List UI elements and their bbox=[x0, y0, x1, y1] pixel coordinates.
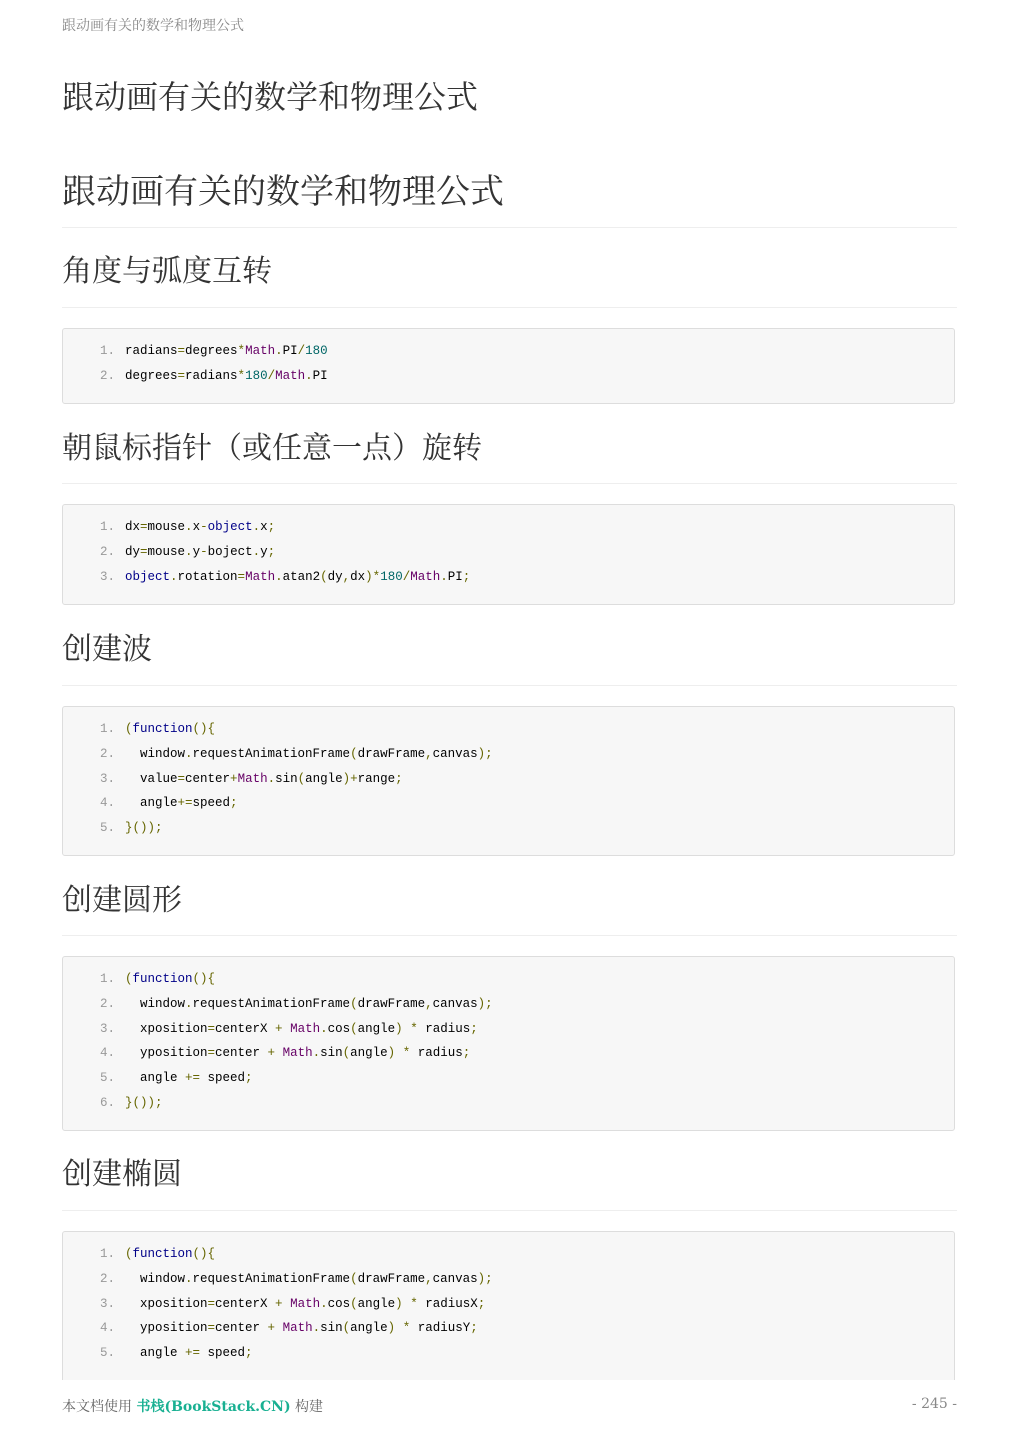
code-token: ; bbox=[477, 1296, 486, 1311]
code-token: angle bbox=[305, 771, 343, 786]
code-token bbox=[395, 1321, 403, 1335]
heading-divider bbox=[62, 483, 957, 484]
code-token: . bbox=[305, 368, 313, 383]
code-token: , bbox=[425, 1271, 433, 1286]
code-line bbox=[63, 969, 954, 994]
footer-suffix: 构建 bbox=[290, 1399, 324, 1415]
line-number: 6. bbox=[99, 1095, 115, 1110]
code-token: , bbox=[425, 996, 433, 1011]
code-token: )* bbox=[365, 569, 381, 584]
code-token bbox=[283, 1022, 291, 1036]
code-token: ( bbox=[125, 1247, 133, 1261]
code-token: . bbox=[185, 520, 193, 534]
code-token: speed bbox=[200, 1071, 246, 1086]
code-token bbox=[283, 1297, 291, 1311]
section-heading-ellipse: 创建椭圆 bbox=[62, 1157, 182, 1192]
code-token: ; bbox=[230, 796, 238, 811]
code-line bbox=[63, 1068, 954, 1093]
code-token: / bbox=[297, 344, 306, 358]
code-token: . bbox=[252, 544, 261, 559]
code-token: = bbox=[207, 1046, 216, 1061]
code-token: requestAnimationFrame bbox=[192, 746, 351, 761]
code-block-ellipse bbox=[62, 1231, 955, 1380]
code-token: = bbox=[207, 1021, 216, 1036]
code-line bbox=[63, 793, 954, 818]
code-token: PI bbox=[282, 344, 298, 358]
section-heading-circle: 创建圆形 bbox=[62, 883, 182, 918]
code-token: + bbox=[267, 1046, 276, 1061]
code-token: . bbox=[275, 344, 283, 358]
code-token: requestAnimationFrame bbox=[192, 1271, 351, 1286]
code-token: * bbox=[237, 344, 246, 358]
code-token: . bbox=[252, 520, 261, 534]
code-token: 180 bbox=[380, 569, 403, 584]
line-number: 1. bbox=[99, 1247, 115, 1261]
code-token: Math bbox=[245, 344, 276, 358]
code-token: angle bbox=[357, 1296, 396, 1311]
code-token: . bbox=[440, 569, 448, 584]
code-token: ); bbox=[477, 1271, 493, 1286]
code-token: += bbox=[177, 796, 193, 811]
heading-divider bbox=[62, 1210, 957, 1211]
code-token: y bbox=[260, 544, 268, 559]
code-token: dy bbox=[125, 544, 141, 559]
code-token: - bbox=[200, 520, 208, 534]
section-heading-wave: 创建波 bbox=[62, 632, 152, 667]
code-token: object bbox=[207, 520, 253, 534]
code-token: radius bbox=[417, 1021, 471, 1036]
code-token: += bbox=[185, 1071, 201, 1086]
code-token: / bbox=[267, 368, 276, 383]
code-line bbox=[63, 719, 954, 744]
heading-divider bbox=[62, 685, 957, 686]
code-line bbox=[63, 1244, 954, 1269]
code-token: sin bbox=[320, 1046, 343, 1061]
code-token: mouse bbox=[147, 520, 186, 534]
code-line bbox=[63, 366, 954, 391]
code-token: drawFrame bbox=[357, 746, 426, 761]
code-token: yposition bbox=[125, 1046, 208, 1061]
code-token: angle bbox=[125, 1071, 186, 1086]
code-token: mouse bbox=[147, 544, 186, 559]
line-number: 4. bbox=[99, 1046, 115, 1061]
code-token: window bbox=[125, 746, 186, 761]
code-token: (){ bbox=[192, 972, 216, 986]
code-token: + bbox=[230, 771, 238, 786]
code-token: dx bbox=[125, 520, 141, 534]
code-token: Math bbox=[282, 1321, 313, 1336]
code-token: ( bbox=[350, 996, 358, 1011]
code-token: ); bbox=[477, 746, 493, 761]
code-token: Math bbox=[237, 771, 268, 786]
code-token: center bbox=[215, 1046, 268, 1061]
line-number: 3. bbox=[99, 771, 115, 786]
heading-divider bbox=[62, 935, 957, 936]
code-token: . bbox=[185, 544, 193, 559]
footer-brand-link[interactable]: 书栈(BookStack.CN) bbox=[136, 1399, 291, 1415]
code-line bbox=[63, 1019, 954, 1044]
code-token: drawFrame bbox=[357, 996, 426, 1011]
code-token: * bbox=[402, 1321, 411, 1336]
code-token: = bbox=[207, 1296, 216, 1311]
code-token: angle bbox=[357, 1021, 396, 1036]
code-token: requestAnimationFrame bbox=[192, 996, 351, 1011]
section-heading-rotate-to-pointer: 朝鼠标指针（或任意一点）旋转 bbox=[62, 431, 482, 466]
code-token: function bbox=[132, 1247, 193, 1261]
code-line bbox=[63, 1343, 954, 1368]
code-token: ) bbox=[387, 1046, 396, 1061]
section-heading-angle-radian: 角度与弧度互转 bbox=[62, 254, 272, 289]
line-number: 2. bbox=[99, 368, 115, 383]
code-token: ); bbox=[477, 996, 493, 1011]
code-block-circle bbox=[62, 956, 955, 1131]
code-token: ; bbox=[462, 1046, 471, 1061]
code-token: )+ bbox=[342, 771, 358, 786]
code-line bbox=[63, 517, 954, 542]
main-heading: 跟动画有关的数学和物理公式 bbox=[62, 172, 504, 212]
code-token: speed bbox=[192, 796, 231, 811]
code-token: . bbox=[320, 1021, 328, 1036]
code-token: radiusY bbox=[410, 1321, 471, 1336]
code-line bbox=[63, 1093, 954, 1118]
code-token: * bbox=[402, 1046, 411, 1061]
code-token: Math bbox=[282, 1046, 313, 1061]
code-token: ; bbox=[245, 1071, 253, 1086]
code-line bbox=[63, 542, 954, 567]
code-token: range bbox=[357, 771, 396, 786]
code-token: ; bbox=[395, 771, 403, 786]
code-token: = bbox=[177, 368, 186, 383]
code-token: ; bbox=[267, 520, 276, 534]
code-token: speed bbox=[200, 1346, 246, 1361]
code-token: degrees bbox=[125, 368, 178, 383]
line-number: 3. bbox=[99, 1021, 115, 1036]
code-token: Math bbox=[290, 1296, 321, 1311]
code-token: angle bbox=[350, 1046, 388, 1061]
running-header: 跟动画有关的数学和物理公式 bbox=[62, 18, 244, 34]
code-token: rotation bbox=[177, 569, 238, 584]
code-token: Math bbox=[290, 1021, 321, 1036]
code-token: value bbox=[125, 771, 178, 786]
code-token: function bbox=[132, 722, 193, 736]
code-token: ( bbox=[125, 972, 133, 986]
code-token: radius bbox=[410, 1046, 463, 1061]
code-token: (){ bbox=[192, 1247, 216, 1261]
code-token: ; bbox=[245, 1346, 253, 1361]
code-token: . bbox=[312, 1321, 321, 1336]
code-token: + bbox=[275, 1296, 283, 1311]
code-token: radiusX bbox=[417, 1296, 478, 1311]
code-line bbox=[63, 567, 954, 592]
code-token: centerX bbox=[215, 1296, 276, 1311]
code-token: - bbox=[200, 544, 208, 559]
code-token: dy bbox=[327, 569, 343, 584]
code-token: ( bbox=[342, 1321, 351, 1336]
code-token: ( bbox=[350, 1271, 358, 1286]
code-token: y bbox=[192, 544, 201, 559]
code-token: ( bbox=[125, 722, 133, 736]
code-token: window bbox=[125, 1271, 186, 1286]
code-token: + bbox=[275, 1021, 283, 1036]
code-token: = bbox=[177, 771, 186, 786]
code-token: * bbox=[410, 1021, 418, 1036]
code-token: canvas bbox=[432, 1271, 478, 1286]
code-token: cos bbox=[327, 1296, 351, 1311]
code-line bbox=[63, 1043, 954, 1068]
line-number: 1. bbox=[99, 344, 115, 358]
code-token: boject bbox=[207, 544, 253, 559]
code-token: . bbox=[312, 1046, 321, 1061]
code-token: = bbox=[207, 1321, 216, 1336]
code-token: , bbox=[425, 746, 433, 761]
code-token: angle bbox=[125, 1346, 186, 1361]
line-number: 4. bbox=[99, 1321, 115, 1336]
code-token: + bbox=[267, 1321, 276, 1336]
footer-prefix: 本文档使用 bbox=[62, 1399, 137, 1415]
code-token: PI bbox=[447, 569, 463, 584]
code-token: yposition bbox=[125, 1321, 208, 1336]
line-number: 1. bbox=[99, 722, 115, 736]
page-number: - 245 - bbox=[911, 1396, 957, 1412]
code-token: . bbox=[185, 1271, 193, 1286]
code-token: * bbox=[410, 1296, 418, 1311]
line-number: 3. bbox=[99, 1296, 115, 1311]
code-token: object bbox=[125, 569, 171, 584]
code-token: = bbox=[177, 344, 186, 358]
code-token: ( bbox=[297, 771, 306, 786]
code-block-wave bbox=[62, 706, 955, 856]
code-token: cos bbox=[327, 1021, 351, 1036]
code-block-angle-radian bbox=[62, 328, 955, 404]
code-token: ) bbox=[395, 1296, 403, 1311]
code-token: Math bbox=[275, 368, 306, 383]
code-token: PI bbox=[312, 368, 328, 383]
code-token: xposition bbox=[125, 1021, 208, 1036]
footer-credit bbox=[62, 1396, 323, 1416]
code-token: , bbox=[342, 569, 351, 584]
heading-divider bbox=[62, 307, 957, 308]
code-token: Math bbox=[410, 569, 441, 584]
line-number: 2. bbox=[99, 1271, 115, 1286]
code-block-rotate-to-pointer bbox=[62, 504, 955, 605]
code-token: angle bbox=[350, 1321, 388, 1336]
code-line bbox=[63, 1269, 954, 1294]
code-token: xposition bbox=[125, 1296, 208, 1311]
code-line bbox=[63, 818, 954, 843]
line-number: 5. bbox=[99, 821, 115, 836]
code-token bbox=[275, 1321, 283, 1335]
heading-divider bbox=[62, 227, 957, 228]
code-line bbox=[63, 994, 954, 1019]
code-line bbox=[63, 744, 954, 769]
code-token: ( bbox=[350, 1296, 358, 1311]
code-token: function bbox=[132, 972, 193, 986]
code-token: x bbox=[192, 520, 201, 534]
code-token: x bbox=[260, 520, 268, 534]
code-token: = bbox=[237, 569, 246, 584]
code-token: }()); bbox=[125, 1095, 163, 1110]
line-number: 2. bbox=[99, 544, 115, 559]
code-token: (){ bbox=[192, 722, 216, 736]
code-token: . bbox=[320, 1296, 328, 1311]
code-token: ; bbox=[470, 1321, 478, 1336]
code-token: ( bbox=[350, 746, 358, 761]
code-token: / bbox=[402, 569, 411, 584]
code-token: = bbox=[140, 520, 148, 534]
code-token: * bbox=[237, 368, 246, 383]
line-number: 5. bbox=[99, 1346, 115, 1361]
code-token: center bbox=[185, 771, 231, 786]
document-title: 跟动画有关的数学和物理公式 bbox=[62, 78, 479, 116]
code-token: degrees bbox=[185, 344, 238, 358]
line-number: 3. bbox=[99, 569, 115, 584]
code-token: ( bbox=[342, 1046, 351, 1061]
code-token: ; bbox=[267, 544, 276, 559]
code-token: radians bbox=[125, 344, 178, 358]
code-token: ( bbox=[350, 1021, 358, 1036]
code-token: angle bbox=[125, 796, 178, 811]
code-token: 180 bbox=[245, 368, 268, 383]
code-token: atan2 bbox=[282, 569, 321, 584]
code-token: += bbox=[185, 1346, 201, 1361]
code-token: canvas bbox=[432, 996, 478, 1011]
code-token: sin bbox=[275, 771, 298, 786]
line-number: 1. bbox=[99, 972, 115, 986]
code-token: ) bbox=[387, 1321, 396, 1336]
line-number: 1. bbox=[99, 520, 115, 534]
code-token: = bbox=[140, 544, 148, 559]
code-token: ) bbox=[395, 1021, 403, 1036]
line-number: 2. bbox=[99, 746, 115, 761]
code-token: . bbox=[267, 771, 276, 786]
code-token: . bbox=[185, 746, 193, 761]
code-line bbox=[63, 1294, 954, 1319]
line-number: 2. bbox=[99, 996, 115, 1011]
code-token: Math bbox=[245, 569, 276, 584]
code-token: window bbox=[125, 996, 186, 1011]
code-token: 180 bbox=[305, 344, 328, 358]
code-token: dx bbox=[350, 569, 366, 584]
code-token bbox=[275, 1046, 283, 1060]
code-line bbox=[63, 341, 954, 366]
code-line bbox=[63, 1318, 954, 1343]
code-token: ; bbox=[462, 569, 471, 584]
code-token: . bbox=[185, 996, 193, 1011]
code-token bbox=[395, 1046, 403, 1060]
code-token: ; bbox=[470, 1021, 478, 1036]
code-token: canvas bbox=[432, 746, 478, 761]
code-token: center bbox=[215, 1321, 268, 1336]
code-token: radians bbox=[185, 368, 238, 383]
code-line bbox=[63, 769, 954, 794]
code-token: sin bbox=[320, 1321, 343, 1336]
code-token: . bbox=[170, 569, 178, 584]
line-number: 5. bbox=[99, 1071, 115, 1086]
code-token: centerX bbox=[215, 1021, 276, 1036]
line-number: 4. bbox=[99, 796, 115, 811]
code-token: }()); bbox=[125, 821, 163, 836]
code-token: drawFrame bbox=[357, 1271, 426, 1286]
code-token: ( bbox=[320, 569, 328, 584]
code-token: . bbox=[275, 569, 283, 584]
